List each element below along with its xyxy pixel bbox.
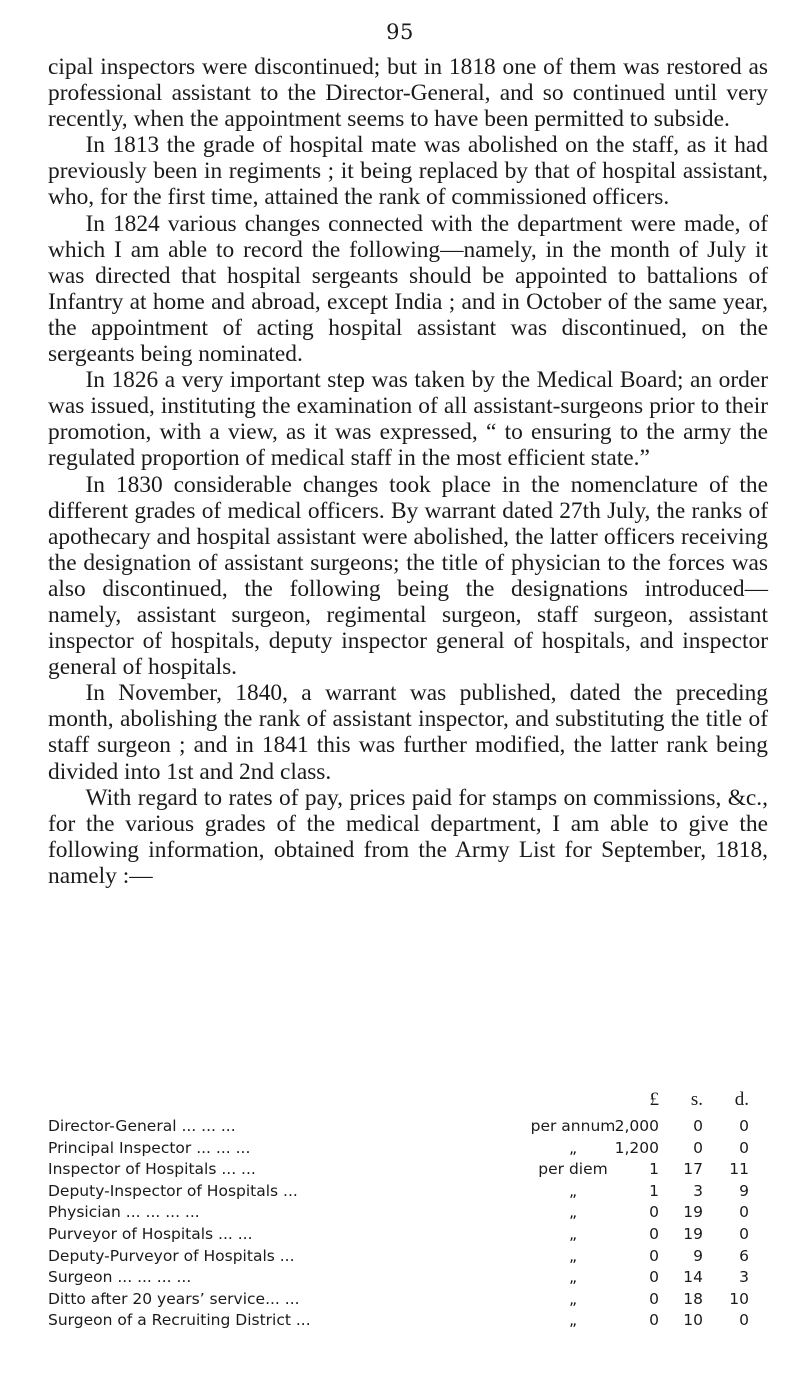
rank-title: Inspector of Hospitals ... ... [48,1160,256,1179]
pay-period: „ [568,1268,578,1287]
pay-period: per annum [530,1117,616,1135]
table-row [48,1310,768,1332]
pay-pence: 0 [739,1203,749,1222]
rank-title: Surgeon of a Recruiting District ... [48,1311,311,1330]
pay-table-header [48,1089,768,1113]
pence-header: d. [734,1089,749,1110]
pay-shillings: 0 [693,1117,703,1135]
body-text [48,54,768,889]
pay-pence: 3 [739,1268,749,1287]
table-row [48,1138,768,1160]
pay-shillings: 3 [693,1181,703,1200]
rank-title: Director-General ... ... ... [48,1117,236,1135]
pay-period: „ [568,1203,578,1222]
paragraph: In 1826 a very important step was taken by the Medical Board; an order was issued, instituting the examination of all assistant-surgeons prior to their promotion, with a view, as it was expressed, “ to ensuring to the army the regulated proportion of medical staff in the most efficient state.” [48,367,768,472]
pay-period: „ [568,1138,578,1157]
paragraph: With regard to rates of pay, prices paid for stamps on commissions, &c., for the various grades of the medical department, I am able to give the following information, obtained from the Army List for September, 1818, namely :— [48,784,768,889]
table-row [48,1181,768,1203]
pay-period: „ [568,1289,578,1308]
pay-shillings: 14 [683,1268,703,1287]
shillings-header: s. [690,1089,703,1110]
rank-title: Purveyor of Hospitals ... ... [48,1224,253,1243]
rank-title: Ditto after 20 years’ service... ... [48,1289,300,1308]
pay-pounds: 0 [649,1224,659,1243]
pay-pounds: 0 [649,1311,659,1330]
pounds-header: £ [649,1089,659,1110]
pay-pence: 10 [729,1289,749,1308]
paragraph: In 1824 various changes connected with the department were made, of which I am able to record the following—namely, in the month of July it was directed that hospital sergeants should be appointed to battalions of Infantry at home and abroad, except India ; and in October of the same year, the appointment of acting hospital assistant was discontinued, on the sergeants being nominated. [48,210,768,368]
pay-pounds: 2,000 [614,1117,659,1135]
pay-pence: 11 [729,1160,749,1179]
pay-pounds: 1,200 [614,1138,659,1157]
pay-period: per diem [538,1160,608,1179]
paragraph: In November, 1840, a warrant was published, dated the preceding month, abolishing the rank of assistant inspector, and substituting the title of staff surgeon ; and in 1841 this was further modified, the latter rank being divided into 1st and 2nd class. [48,680,768,785]
page-number: 95 [386,20,414,44]
pay-pounds: 0 [649,1268,659,1287]
pay-pounds: 0 [649,1246,659,1265]
pay-shillings: 19 [683,1203,703,1222]
table-row [48,1246,768,1268]
rank-title: Deputy-Inspector of Hospitals ... [48,1181,298,1200]
pay-period: „ [568,1181,578,1200]
pay-pounds: 0 [649,1289,659,1308]
pay-pence: 0 [739,1311,749,1330]
table-row [48,1224,768,1246]
pay-pence: 0 [739,1138,749,1157]
paragraph: cipal inspectors were discontinued; but in 1818 one of them was restored as professional assistant to the Director-General, and so continued until very recently, when the appointment seems to have been permitted to subside. [48,54,768,133]
paragraph: In 1813 the grade of hospital mate was abolished on the staff, as it had previously been in regiments ; it being replaced by that of hospital assistant, who, for the first time, attained the rank of commissioned officers. [48,132,768,211]
pay-shillings: 19 [683,1224,703,1243]
pay-shillings: 10 [683,1311,703,1330]
pay-shillings: 17 [683,1160,703,1179]
pay-pence: 0 [739,1117,749,1135]
pay-pounds: 1 [649,1181,659,1200]
pay-period: „ [568,1224,578,1243]
pay-pence: 6 [739,1246,749,1265]
table-row [48,1159,768,1181]
rank-title: Physician ... ... ... ... [48,1203,200,1222]
table-row [48,1289,768,1311]
rank-title: Principal Inspector ... ... ... [48,1138,251,1157]
table-row [48,1267,768,1289]
pay-period: „ [568,1246,578,1265]
rank-title: Surgeon ... ... ... ... [48,1268,192,1287]
pay-period: „ [568,1311,578,1330]
pay-shillings: 18 [683,1289,703,1308]
pay-shillings: 9 [693,1246,703,1265]
pay-shillings: 0 [693,1138,703,1157]
table-row [48,1202,768,1224]
pay-pence: 0 [739,1224,749,1243]
pay-pence: 9 [739,1181,749,1200]
pay-pounds: 0 [649,1203,659,1222]
rank-title: Deputy-Purveyor of Hospitals ... [48,1246,295,1265]
table-row [48,1116,768,1138]
pay-pounds: 1 [649,1160,659,1179]
paragraph: In 1830 considerable changes took place in the nomenclature of the different grades of medical officers. By warrant dated 27th July, the ranks of apothecary and hospital assistant were abolished, the latter officers receiving the designation of assistant surgeons; the title of physician to the forces was also discontinued, the following being the designations introduced— namely, assistant surgeon, regimental surgeon, staff surgeon, assistant inspector of hospitals, deputy inspector general of hospitals, and inspector general of hospitals. [48,471,768,681]
pay-table [48,1116,768,1332]
